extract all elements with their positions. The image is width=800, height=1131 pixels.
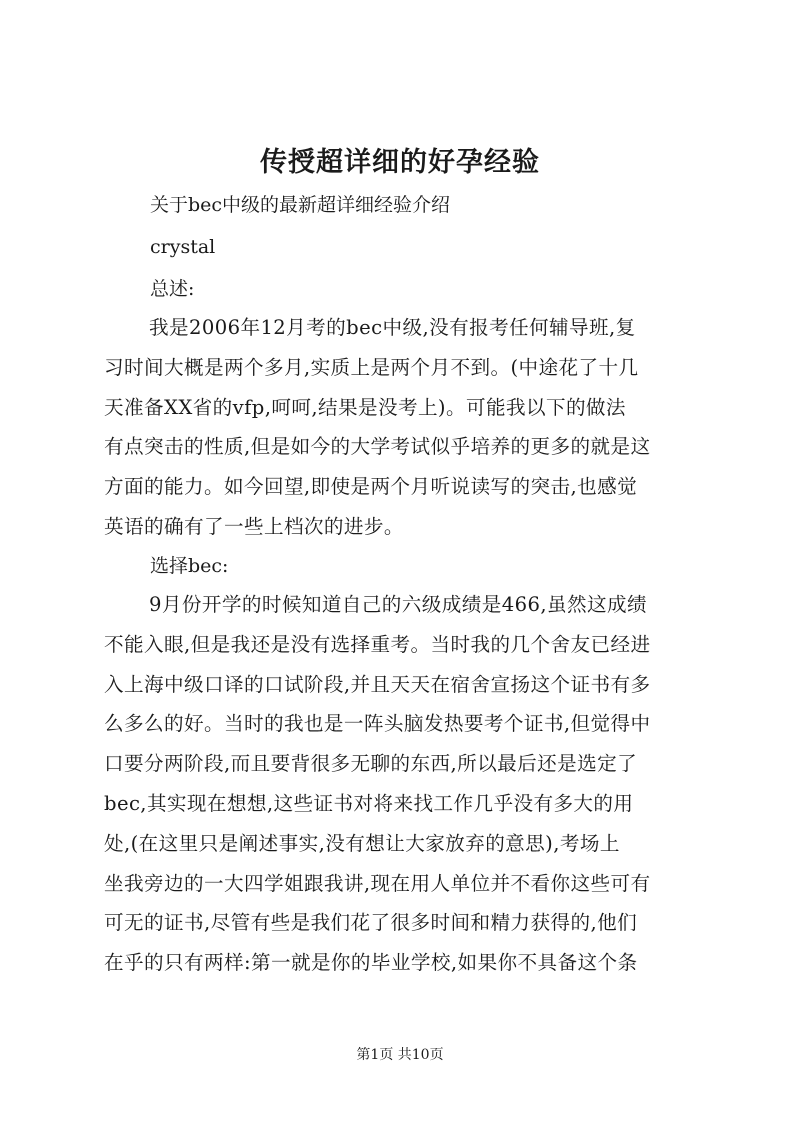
paragraph-line: 坐我旁边的一大四学姐跟我讲,现在用人单位并不看你这些可有 bbox=[104, 871, 651, 895]
paragraph-line: bec,其实现在想想,这些证书对将来找工作几乎没有多大的用 bbox=[104, 791, 634, 815]
paragraph-line: 9月份开学的时候知道自己的六级成绩是466,虽然这成绩 bbox=[149, 593, 647, 616]
paragraph-line: 在乎的只有两样:第一就是你的毕业学校,如果你不具备这个条 bbox=[104, 951, 638, 975]
paragraph-line: 么多么的好。当时的我也是一阵头脑发热要考个证书,但觉得中 bbox=[104, 712, 651, 736]
paragraph-line: 英语的确有了一些上档次的进步。 bbox=[104, 514, 404, 538]
paragraph-line: 我是2006年12月考的bec中级,没有报考任何辅导班,复 bbox=[149, 316, 636, 339]
paragraph-line: 可无的证书,尽管有些是我们花了很多时间和精力获得的,他们 bbox=[104, 911, 638, 935]
paragraph-line: 方面的能力。如今回望,即使是两个月听说读写的突击,也感觉 bbox=[104, 475, 638, 499]
paragraph-line: 处,(在这里只是阐述事实,没有想让大家放弃的意思),考场上 bbox=[104, 831, 620, 855]
section-heading-choose-bec: 选择bec: bbox=[150, 555, 229, 577]
paragraph-line: 口要分两阶段,而且要背很多无聊的东西,所以最后还是选定了 bbox=[104, 752, 638, 776]
document-title: 传授超详细的好孕经验 bbox=[260, 147, 540, 178]
paragraph-choose-bec bbox=[104, 585, 650, 983]
section-heading-overview: 总述: bbox=[150, 278, 195, 300]
paragraph-overview bbox=[104, 308, 650, 547]
paragraph-line: 不能入眼,但是我还是没有选择重考。当时我的几个舍友已经进 bbox=[104, 632, 651, 656]
paragraph-line: 习时间大概是两个多月,实质上是两个月不到。(中途花了十几 bbox=[104, 355, 639, 379]
paragraph-line: 有点突击的性质,但是如今的大学考试似乎培养的更多的就是这 bbox=[104, 435, 651, 459]
author-line: crystal bbox=[150, 236, 216, 258]
page-number-footer: 第1页 共10页 bbox=[356, 1047, 444, 1063]
paragraph-line: 天准备XX省的vfp,呵呵,结果是没考上)。可能我以下的做法 bbox=[104, 395, 626, 419]
document-subtitle: 关于bec中级的最新超详细经验介绍 bbox=[150, 194, 451, 216]
paragraph-line: 入上海中级口译的口试阶段,并且天天在宿舍宣扬这个证书有多 bbox=[104, 672, 651, 696]
